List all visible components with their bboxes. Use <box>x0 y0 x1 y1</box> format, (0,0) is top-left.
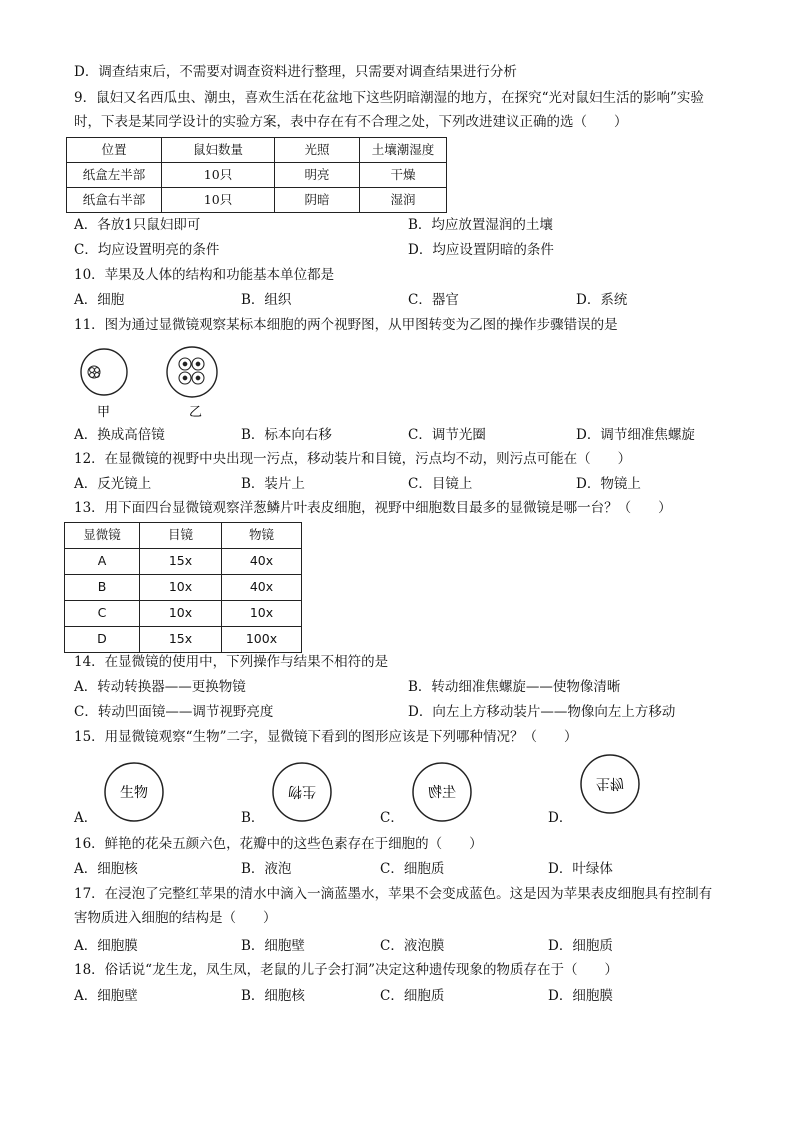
q9-option-a: A．各放1只鼠妇即可 <box>74 217 201 233</box>
q15-option-d: D． <box>548 810 573 826</box>
q10-option-c: C．器官 <box>408 292 459 308</box>
q14-option-b: B．转动细准焦螺旋——使物像清晰 <box>408 679 621 695</box>
table-row <box>65 601 302 627</box>
table-cell: 土壤潮湿度 <box>360 138 447 163</box>
table-cell: 40x <box>222 549 302 575</box>
q12-stem: 12．在显微镜的视野中央出现一污点，移动装片和目镜，污点均不动，则污点可能在（ ） <box>74 451 632 467</box>
figure-label-yi: 乙 <box>189 405 203 420</box>
q15-option-c: C． <box>380 810 404 826</box>
table-cell: 10x <box>222 601 302 627</box>
image-text: 生物 <box>596 775 624 791</box>
q11-stem: 11．图为通过显微镜观察某标本细胞的两个视野图，从甲图转变为乙图的操作步骤错误的是 <box>74 317 618 333</box>
image-text: 生物 <box>428 785 456 801</box>
table-header-row <box>67 138 447 163</box>
q9-stem: 9．鼠妇又名西瓜虫、潮虫，喜欢生活在花盆地下这些阴暗潮湿的地方，在探究“光对鼠妇生活的影响”实验时，下表是某同学设计的实验方案，表中存在有不合理之处，下列改进建议正确的选（ ） <box>74 90 704 130</box>
table-cell: 湿润 <box>360 188 447 213</box>
table-cell: 10只 <box>162 163 275 188</box>
q12-option-a: A．反光镜上 <box>74 476 152 492</box>
table-cell: 物镜 <box>222 523 302 549</box>
image-text: 生物 <box>120 785 148 801</box>
q14-stem: 14．在显微镜的使用中，下列操作与结果不相符的是 <box>74 654 389 670</box>
q16-stem: 16．鲜艳的花朵五颜六色，花瓣中的这些色素存在于细胞的（ ） <box>74 836 483 852</box>
table-cell: 纸盒左半部 <box>67 163 162 188</box>
q17-option-a: A．细胞膜 <box>74 938 138 954</box>
q8-option-d: D．调查结束后，不需要对调查资料进行整理，只需要对调查结果进行分析 <box>74 64 517 80</box>
q16-option-c: C．细胞质 <box>380 861 445 877</box>
q9-option-c: C．均应设置明亮的条件 <box>74 242 220 258</box>
q18-option-b: B．细胞核 <box>241 988 305 1004</box>
q12-option-b: B．装片上 <box>241 476 305 492</box>
table-cell: 明亮 <box>275 163 360 188</box>
q14-option-c: C．转动凹面镜——调节视野亮度 <box>74 704 274 720</box>
table-row <box>65 575 302 601</box>
q15-option-b: B． <box>241 810 265 826</box>
q13-stem: 13．用下面四台显微镜观察洋葱鳞片叶表皮细胞，视野中细胞数目最多的显微镜是哪一台？（ ） <box>74 500 672 516</box>
q11-option-d: D．调节细准焦螺旋 <box>576 427 695 443</box>
q18-option-d: D．细胞膜 <box>548 988 613 1004</box>
table-cell: B <box>65 575 140 601</box>
q18-option-a: A．细胞壁 <box>74 988 138 1004</box>
q16-option-d: D．叶绿体 <box>548 861 613 877</box>
q14-option-d: D．向左上方移动装片——物像向左上方移动 <box>408 704 676 720</box>
q17-option-d: D．细胞质 <box>548 938 613 954</box>
table-cell: 10x <box>140 601 222 627</box>
q9-option-b: B．均应放置湿润的土壤 <box>408 217 553 233</box>
q10-option-a: A．细胞 <box>74 292 125 308</box>
q17-stem: 17．在浸泡了完整红苹果的清水中滴入一滴蓝墨水，苹果不会变成蓝色。这是因为苹果表皮细胞具有控制有害物质进入细胞的结构是（ ） <box>74 886 713 926</box>
q9-option-d: D．均应设置阴暗的条件 <box>408 242 554 258</box>
q10-stem: 10．苹果及人体的结构和功能基本单位都是 <box>74 267 335 283</box>
q15-option-d-image <box>580 754 642 816</box>
q11-option-c: C．调节光圈 <box>408 427 486 443</box>
q12-option-d: D．物镜上 <box>576 476 641 492</box>
q11-option-a: A．换成高倍镜 <box>74 427 165 443</box>
table-cell: A <box>65 549 140 575</box>
q15-option-c-image <box>412 762 474 824</box>
q13-table <box>64 522 302 653</box>
table-cell: 显微镜 <box>65 523 140 549</box>
q12-option-c: C．目镜上 <box>408 476 473 492</box>
q9-table <box>66 137 447 213</box>
table-cell: 光照 <box>275 138 360 163</box>
q17-option-b: B．细胞壁 <box>241 938 305 954</box>
figure-label-jia: 甲 <box>97 405 111 420</box>
table-row <box>65 549 302 575</box>
q18-option-c: C．细胞质 <box>380 988 445 1004</box>
table-cell: 干燥 <box>360 163 447 188</box>
q16-option-a: A．细胞核 <box>74 861 138 877</box>
table-header-row <box>65 523 302 549</box>
q17-option-c: C．液泡膜 <box>380 938 445 954</box>
q15-option-a: A． <box>74 810 98 826</box>
table-cell: 纸盒右半部 <box>67 188 162 213</box>
q15-option-a-image <box>104 762 166 824</box>
table-cell: 10x <box>140 575 222 601</box>
q10-option-d: D．系统 <box>576 292 628 308</box>
q18-stem: 18．俗话说“龙生龙，凤生凤，老鼠的儿子会打洞”决定这种遗传现象的物质存在于（ ） <box>74 962 618 978</box>
table-row <box>65 627 302 653</box>
table-row <box>67 188 447 213</box>
q15-stem: 15．用显微镜观察“生物”二字，显微镜下看到的图形应该是下列哪种情况？（ ） <box>74 729 578 745</box>
table-cell: 15x <box>140 549 222 575</box>
table-cell: 10只 <box>162 188 275 213</box>
table-cell: 15x <box>140 627 222 653</box>
q11-microscope-fields-figure <box>80 344 220 424</box>
q16-option-b: B．液泡 <box>241 861 292 877</box>
table-cell: 100x <box>222 627 302 653</box>
table-cell: 40x <box>222 575 302 601</box>
table-row <box>67 163 447 188</box>
table-cell: C <box>65 601 140 627</box>
table-cell: 鼠妇数量 <box>162 138 275 163</box>
q11-option-b: B．标本向右移 <box>241 427 332 443</box>
image-text: 生物 <box>288 783 316 799</box>
table-cell: 阴暗 <box>275 188 360 213</box>
table-cell: 位置 <box>67 138 162 163</box>
q10-option-b: B．组织 <box>241 292 292 308</box>
q14-option-a: A．转动转换器——更换物镜 <box>74 679 246 695</box>
table-cell: 目镜 <box>140 523 222 549</box>
q15-option-b-image <box>272 762 334 824</box>
table-cell: D <box>65 627 140 653</box>
